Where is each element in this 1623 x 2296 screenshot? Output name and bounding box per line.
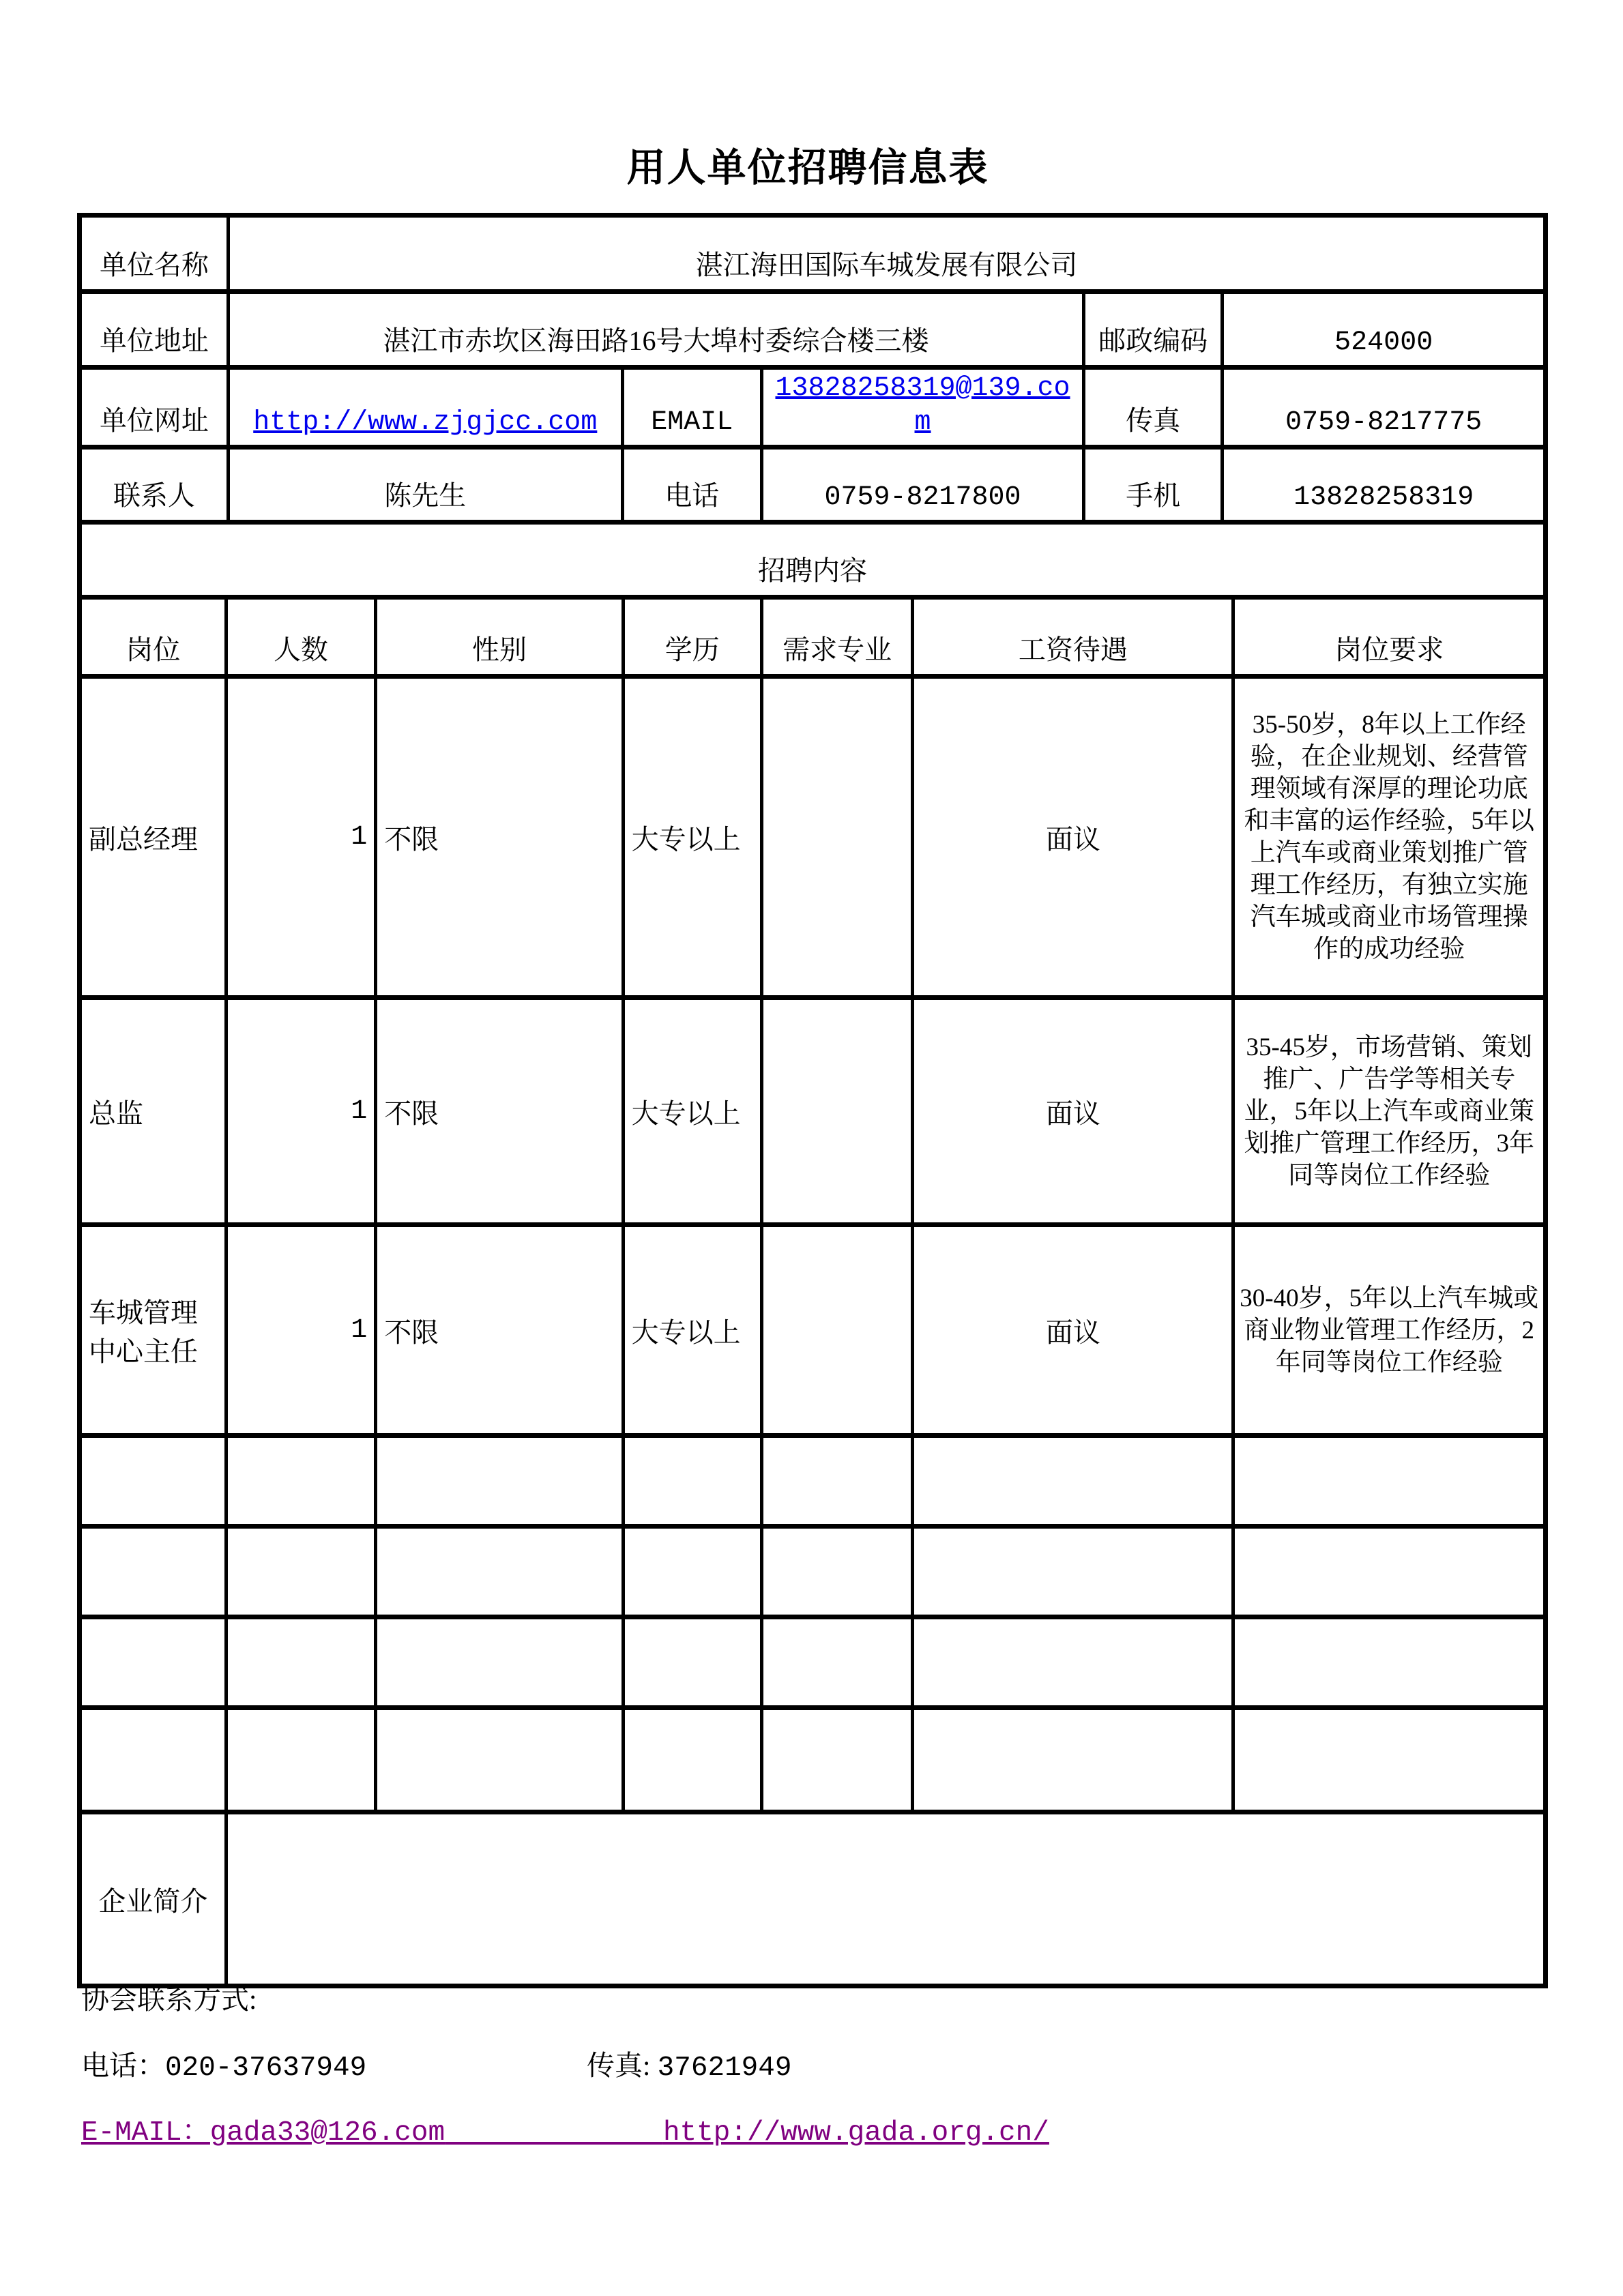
fax-value: 0759-8217775 (1223, 368, 1543, 447)
col-header-education: 学历 (623, 598, 761, 677)
jobs-table (82, 520, 1543, 1984)
empty-job-row (82, 1527, 1543, 1617)
empty-cell (82, 1708, 226, 1812)
company-profile-label: 企业简介 (82, 1812, 226, 1984)
jobs-header-row (82, 598, 1543, 677)
empty-cell (376, 1527, 623, 1617)
job-gender: 不限 (376, 677, 623, 998)
empty-cell (226, 1436, 375, 1527)
association-email-label: E-MAIL： (81, 2117, 210, 2149)
website-cell (228, 368, 622, 447)
job-requirements: 35-50岁，8年以上工作经验，在企业规划、经营管理领域有深厚的理论功底和丰富的运作经验，5年以上汽车或商业策划推广管理工作经历，有独立实施汽车城或商业市场管理操作的成功经验 (1233, 677, 1543, 998)
job-education: 大专以上 (623, 1225, 761, 1436)
job-row-deputy-general-manager (82, 677, 1543, 998)
empty-cell (761, 1617, 912, 1708)
company-address-row (82, 292, 1543, 368)
job-salary: 面议 (913, 1225, 1233, 1436)
email-label: EMAIL (622, 368, 761, 447)
empty-cell (376, 1708, 623, 1812)
company-website-link[interactable]: http://www.zjgjcc.com (253, 407, 598, 438)
email-cell (761, 368, 1083, 447)
empty-cell (226, 1708, 375, 1812)
empty-job-row (82, 1708, 1543, 1812)
postcode-label: 邮政编码 (1084, 292, 1223, 368)
job-title: 总监 (82, 998, 226, 1225)
company-profile-value (226, 1812, 1543, 1984)
job-salary: 面议 (913, 998, 1233, 1225)
empty-cell (82, 1617, 226, 1708)
company-address-value: 湛江市赤坎区海田路16号大埠村委综合楼三楼 (228, 292, 1083, 368)
association-heading: 协会联系方式: (81, 1984, 257, 2015)
empty-cell (913, 1436, 1233, 1527)
job-gender: 不限 (376, 1225, 623, 1436)
association-email-link[interactable]: gada33@126.com (209, 2117, 445, 2149)
job-title: 车城管理中心主任 (82, 1225, 226, 1436)
empty-cell (376, 1436, 623, 1527)
association-phone-label: 电话： (81, 2050, 165, 2081)
fax-label: 传真 (1084, 368, 1223, 447)
association-fax-value: 37621949 (657, 2052, 792, 2084)
job-row-car-city-management-center-director (82, 1225, 1543, 1436)
recruit-section-title: 招聘内容 (82, 523, 1543, 598)
website-label: 单位网址 (82, 368, 228, 447)
company-profile-row (82, 1812, 1543, 1984)
mobile-label: 手机 (1084, 447, 1223, 520)
job-requirements: 35-45岁，市场营销、策划推广、广告学等相关专业，5年以上汽车或商业策划推广管理工作经历，3年同等岗位工作经验 (1233, 998, 1543, 1225)
association-links-underline (81, 2117, 1049, 2149)
job-major (761, 1225, 912, 1436)
company-website-row (82, 368, 1543, 447)
empty-cell (761, 1708, 912, 1812)
job-row-director (82, 998, 1543, 1225)
recruitment-form-table (77, 213, 1548, 1988)
empty-cell (1233, 1617, 1543, 1708)
col-header-count: 人数 (226, 598, 375, 677)
association-fax-label: 传真: (587, 2050, 658, 2081)
association-phone-value: 020-37637949 (165, 2052, 367, 2084)
empty-cell (1233, 1436, 1543, 1527)
job-major (761, 677, 912, 998)
job-requirements: 30-40岁，5年以上汽车城或商业物业管理工作经历，2年同等岗位工作经验 (1233, 1225, 1543, 1436)
empty-cell (913, 1617, 1233, 1708)
job-major (761, 998, 912, 1225)
company-name-value: 湛江海田国际车城发展有限公司 (228, 218, 1543, 292)
col-header-major: 需求专业 (761, 598, 912, 677)
association-links-line (81, 2108, 1446, 2149)
company-name-label: 单位名称 (99, 250, 209, 280)
job-salary: 面议 (913, 677, 1233, 998)
company-name-row (82, 218, 1543, 292)
phone-label: 电话 (622, 447, 761, 520)
empty-cell (623, 1617, 761, 1708)
recruit-section-row (82, 523, 1543, 598)
association-website-link[interactable]: http://www.gada.org.cn/ (662, 2117, 1049, 2149)
empty-cell (226, 1527, 375, 1617)
empty-cell (82, 1436, 226, 1527)
empty-job-row (82, 1436, 1543, 1527)
empty-cell (623, 1436, 761, 1527)
phone-value: 0759-8217800 (761, 447, 1083, 520)
empty-cell (376, 1617, 623, 1708)
association-fax (587, 2043, 792, 2084)
mobile-value: 13828258319 (1223, 447, 1543, 520)
company-info-table (82, 218, 1543, 520)
job-title: 副总经理 (82, 677, 226, 998)
contact-value: 陈先生 (228, 447, 622, 520)
job-count: 1 (226, 677, 375, 998)
col-header-gender: 性别 (376, 598, 623, 677)
contact-person-row (82, 447, 1543, 520)
empty-job-row (82, 1617, 1543, 1708)
page-title: 用人单位招聘信息表 (626, 146, 989, 190)
empty-cell (1233, 1527, 1543, 1617)
empty-cell (761, 1436, 912, 1527)
job-count: 1 (226, 998, 375, 1225)
company-email-link[interactable]: 13828258319@139.com (775, 373, 1070, 438)
association-phone-fax-line (81, 2043, 1446, 2084)
empty-cell (913, 1527, 1233, 1617)
job-education: 大专以上 (623, 677, 761, 998)
empty-cell (761, 1527, 912, 1617)
col-header-requirements: 岗位要求 (1233, 598, 1543, 677)
company-address-label: 单位地址 (82, 292, 228, 368)
empty-cell (623, 1527, 761, 1617)
empty-cell (1233, 1708, 1543, 1812)
empty-cell (913, 1708, 1233, 1812)
job-education: 大专以上 (623, 998, 761, 1225)
col-header-position: 岗位 (82, 598, 226, 677)
job-count: 1 (226, 1225, 375, 1436)
job-gender: 不限 (376, 998, 623, 1225)
empty-cell (623, 1708, 761, 1812)
postcode-value: 524000 (1223, 292, 1543, 368)
empty-cell (226, 1617, 375, 1708)
col-header-salary: 工资待遇 (913, 598, 1233, 677)
empty-cell (82, 1527, 226, 1617)
contact-label: 联系人 (82, 447, 228, 520)
